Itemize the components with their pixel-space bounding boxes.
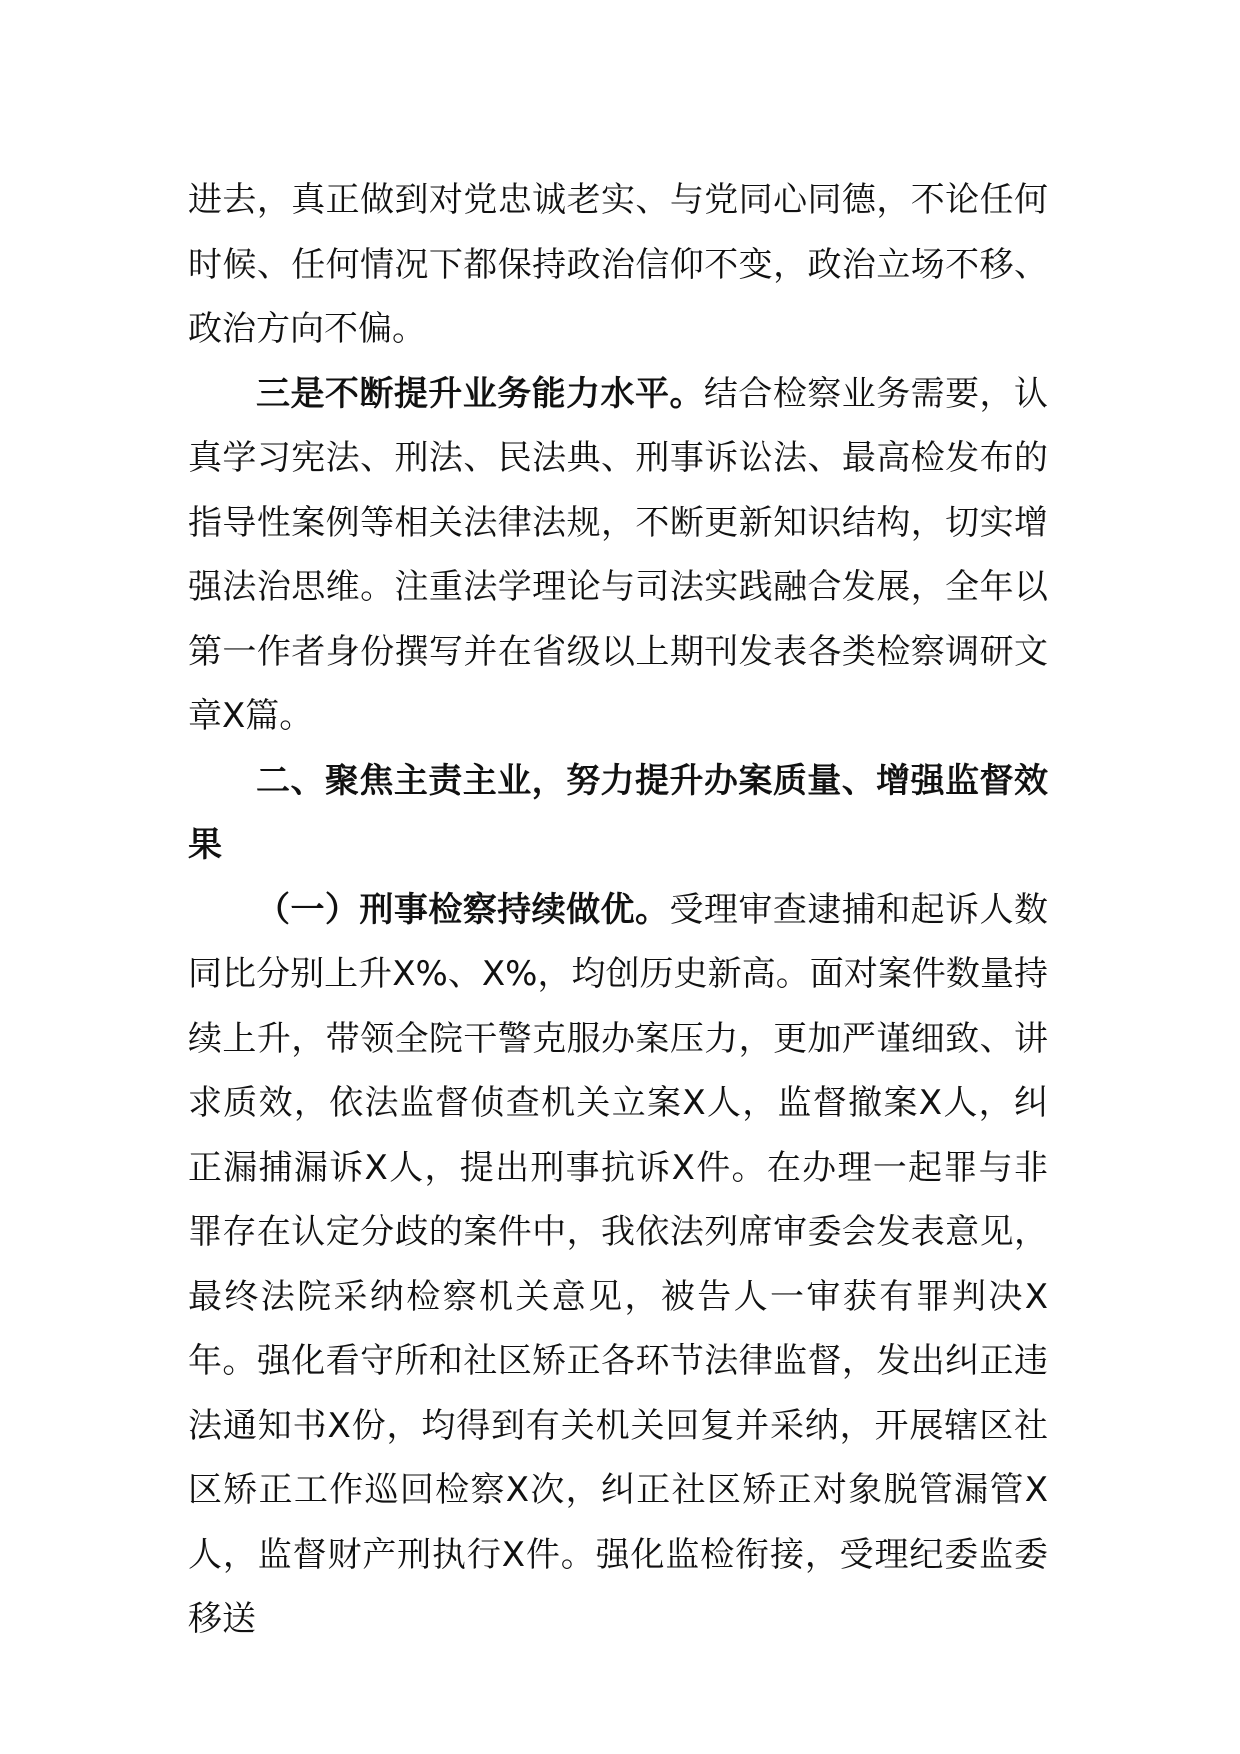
section-heading-two: [188, 749, 1048, 878]
section-heading-text: 二、聚焦主责主业，努力提升办案质量、增强监督效果: [188, 760, 1048, 865]
paragraph-lead-heading: 三是不断提升业务能力水平。: [256, 373, 704, 414]
document-page: [188, 168, 1048, 1652]
paragraph-text: 结合检察业务需要，认真学习宪法、刑法、民法典、刑事诉讼法、最高检发布的指导性案例等相关法律法规，不断更新知识结构，切实增强法治思维。注重法学理论与司法实践融合发展，全年以第一作者身份撰写并在省级以上期刊发表各类检察调研文章X篇。: [188, 373, 1049, 736]
paragraph-text: 受理审查逮捕和起诉人数同比分别上升X%、X%，均创历史新高。面对案件数量持续上升，带领全院干警克服办案压力，更加严谨细致、讲求质效，依法监督侦查机关立案X人，监督撤案X人，纠正漏捕漏诉X人，提出刑事抗诉X件。在办理一起罪与非罪存在认定分歧的案件中，我依法列席审委会发表意见，最终法院采纳检察机关意见，被告人一审获有罪判决X年。强化看守所和社区矫正各环节法律监督，发出纠正违法通知书X份，均得到有关机关回复并采纳，开展辖区社区矫正工作巡回检察X次，纠正社区矫正对象脱管漏管X人，监督财产刑执行X件。强化监检衔接，受理纪委监委移送: [188, 889, 1049, 1639]
paragraph-criminal-prosecution: [188, 878, 1048, 1652]
subsection-heading: （一）刑事检察持续做优。: [256, 889, 670, 930]
paragraph-political-loyalty: [188, 168, 1048, 362]
paragraph-text: 进去，真正做到对党忠诚老实、与党同心同德，不论任何时候、任何情况下都保持政治信仰不变，政治立场不移、政治方向不偏。: [188, 180, 1048, 349]
paragraph-business-ability: [188, 362, 1048, 749]
